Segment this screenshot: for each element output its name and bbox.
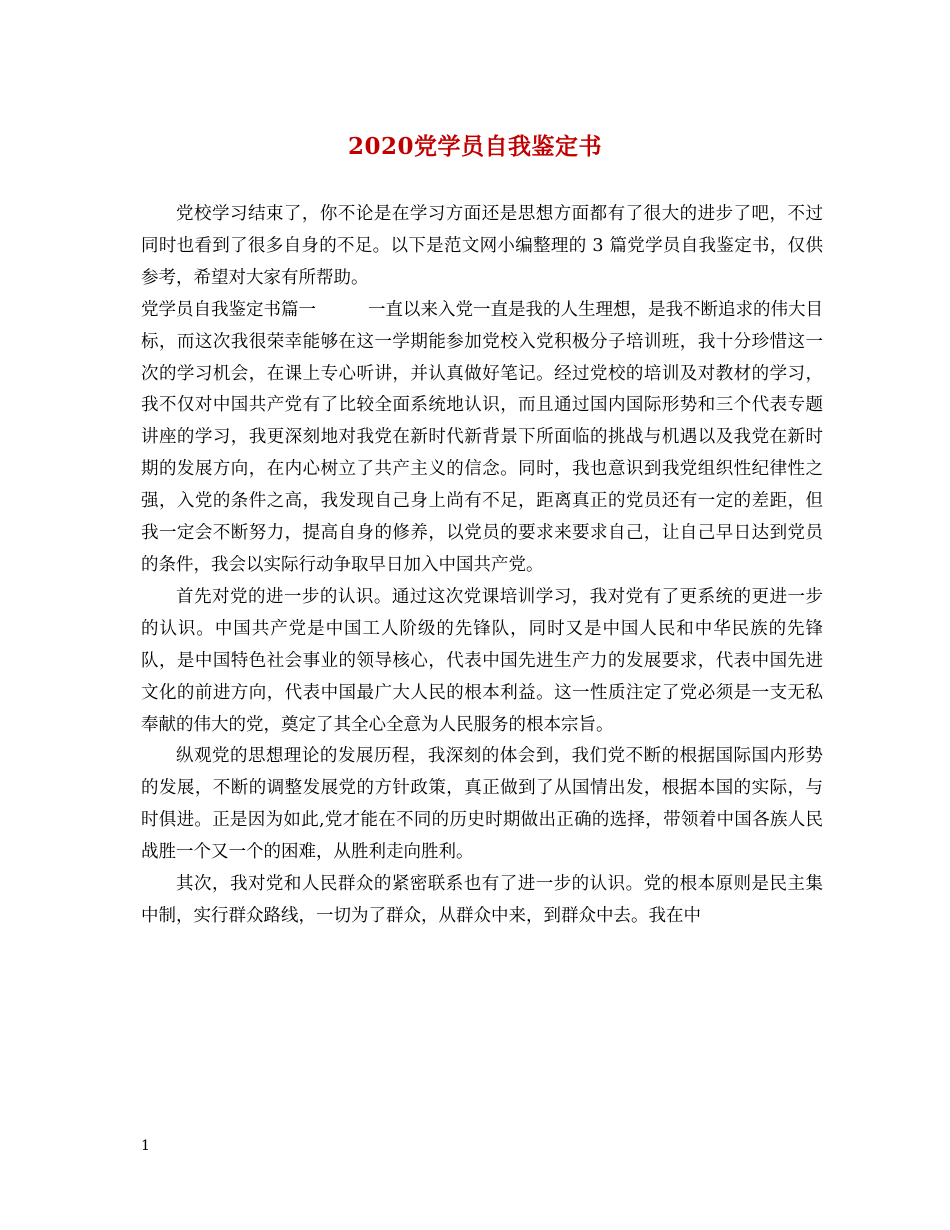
intro-paragraph: 党校学习结束了，你不论是在学习方面还是思想方面都有了很大的进步了吧，不过同时也看到了很多自身的不足。以下是范文网小编整理的 3 篇党学员自我鉴定书，仅供参考，希望对大家有所帮助。 — [141, 204, 823, 288]
page-number: 1 — [141, 1138, 150, 1154]
body-paragraph: 其次，我对党和人民群众的紧密联系也有了进一步的认识。党的根本原则是民主集中制，实行群众路线，一切为了群众，从群众中来，到群众中去。我在中 — [141, 874, 823, 926]
body-paragraph: 纵观党的思想理论的发展历程，我深刻的体会到，我们党不断的根据国际国内形势的发展，不断的调整发展党的方针政策，真正做到了从国情出发，根据本国的实际，与时俱进。正是因为如此,党才能在不同的历史时期做出正确的选择，带领着中国各族人民战胜一个又一个的困难，从胜利走向胜利。 — [141, 746, 823, 863]
document-title: 2020党学员自我鉴定书 — [347, 133, 602, 160]
document-body — [141, 199, 823, 933]
section-one-text: 一直以来入党一直是我的人生理想，是我不断追求的伟大目标，而这次我很荣幸能够在这一学期能参加党校入党积极分子培训班，我十分珍惜这一次的学习机会，在课上专心听讲，并认真做好笔记。经过党校的培训及对教材的学习，我不仅对中国共产党有了比较全面系统地认识，而且通过国内国际形势和三个代表专题讲座的学习，我更深刻地对我党在新时代新背景下所面临的挑战与机遇以及我党在新时期的发展方向，在内心树立了共产主义的信念。同时，我也意识到我党组织性纪律性之强，入党的条件之高，我发现自己身上尚有不足，距离真正的党员还有一定的差距，但我一定会不断努力，提高自身的修养，以党员的要求来要求自己，让自己早日达到党员的条件，我会以实际行动争取早日加入中国共产党。 — [141, 299, 823, 575]
section-heading: 党学员自我鉴定书篇一 — [141, 299, 316, 320]
section-one-paragraph — [141, 295, 823, 582]
body-paragraph: 首先对党的进一步的认识。通过这次党课培训学习，我对党有了更系统的更进一步的认识。中国共产党是中国工人阶级的先锋队，同时又是中国人民和中华民族的先锋队，是中国特色社会事业的领导核心，代表中国先进生产力的发展要求，代表中国先进文化的前进方向，代表中国最广大人民的根本利益。这一性质注定了党必须是一支无私奉献的伟大的党，奠定了其全心全意为人民服务的根本宗旨。 — [141, 586, 823, 735]
